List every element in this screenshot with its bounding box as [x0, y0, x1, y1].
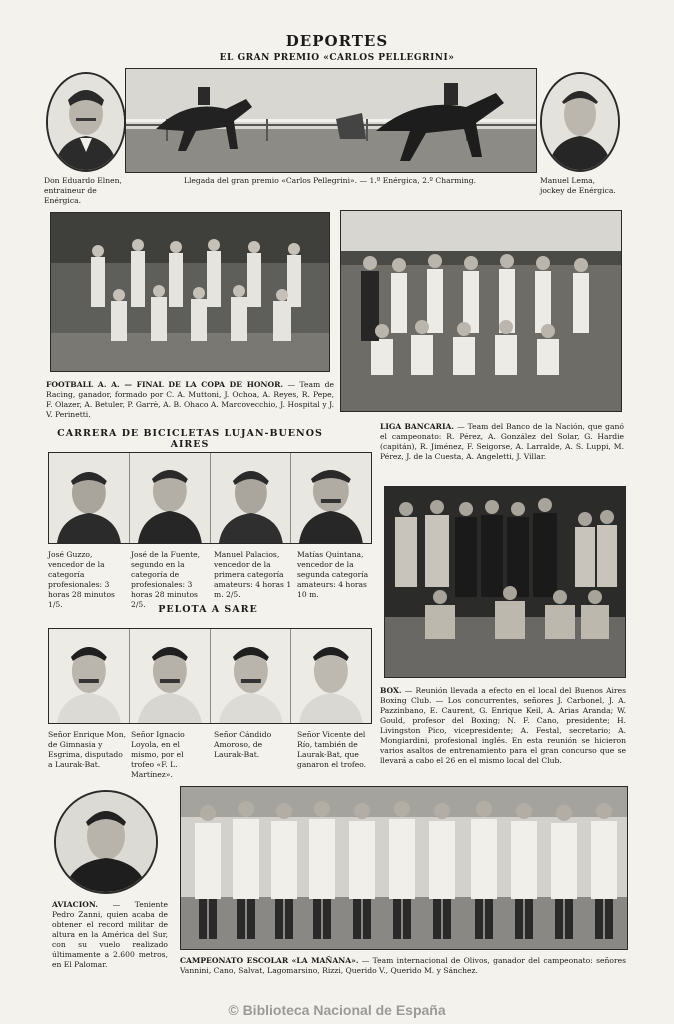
photo-strip-pelota-players — [48, 628, 372, 724]
caption-horse-race: Llegada del gran premio «Carlos Pellegrini». — 1.º Enérgica, 2.º Charming. — [183, 176, 477, 185]
photo-strip-cyclists — [48, 452, 372, 544]
caption-aviacion-text: — Teniente Pedro Zanni, quien acaba de obtener el record militar de altura en la América del Sur, con su vuelo realizado últimamente a 2.600 metros, en El Palomar. — [52, 900, 168, 969]
caption-box-heading: BOX. — [380, 686, 402, 695]
caption-escolar-text: — Team internacional de Olivos, ganador del campeonato: señores Vannini, Cano, Salvat, Lagomarsino, Rizzi, Querido V., Querido M. y Sánchez. — [180, 956, 626, 975]
caption-manuel-lema: Manuel Lema, jockey de Enérgica. — [540, 176, 616, 195]
caption-pelota-4: Señor Vicente del Río, también de Laurak-Bat, que ganaron el trofeo. — [297, 730, 367, 769]
caption-pelota-2: Señor Ignacio Loyola, en el mismo, por el trofeo «F. L. Martínez». — [131, 730, 185, 779]
portrait-pedro-zanni — [54, 790, 158, 894]
section-heading-bicicletas: CARRERA DE BICICLETAS LUJAN-BUENOS AIRES — [57, 428, 323, 450]
portrait-manuel-palacios — [211, 453, 292, 543]
section-heading-pelota: PELOTA A SARE — [158, 604, 258, 615]
caption-football-text: — Team de Racing, ganador, formado por C. A. Muttoni, J. Ochoa, A. Reyes, R. Pepe, F. Olazer, A. Betuler, P. Garrè, A. B. Ohaco A. Marcovecchio, J. Hospital y J. V. Perinetti. — [46, 380, 334, 419]
portrait-jose-de-la-fuente — [130, 453, 211, 543]
page-title: DEPORTES — [285, 32, 389, 50]
caption-liga-bancaria — [380, 422, 624, 462]
portrait-enrique-mon — [49, 629, 130, 723]
portrait-candido-amoroso — [211, 629, 292, 723]
photo-football-racing-team — [50, 212, 330, 372]
caption-pelota-1: Señor Enrique Mon, de Gimnasia y Esgrima, disputado a Laurak-Bat. — [48, 730, 127, 769]
caption-eduardo-elnen: Don Eduardo Elnen, entraineur de Enérgica. — [44, 176, 122, 205]
caption-football — [46, 380, 334, 420]
caption-box — [380, 686, 626, 766]
portrait-eduardo-elnen — [46, 72, 126, 172]
photo-olivos-school-team — [180, 786, 628, 950]
caption-liga-heading: LIGA BANCARIA. — [380, 422, 455, 431]
caption-escolar — [180, 956, 626, 976]
portrait-vicente-del-rio — [291, 629, 371, 723]
caption-aviacion — [52, 900, 168, 970]
caption-football-heading: FOOTBALL A. A. — FINAL DE LA COPA DE HONOR. — [46, 380, 284, 389]
caption-box-text: — Reunión llevada a efecto en el local del Buenos Aires Boxing Club. — Los concurrentes, señores J. Carbonel, J. A. Pazzinbano, E. Caurent, G. Enrique Keil, A. Arias Aranda; W. Gould, profesor del Boxing; N. F. Cano, presidente; H. Livingston Pico, vicepresidente; A. Festal, secretario; A. Mongiardini, profesional inglés. En esta reunión se hicieron varios asaltos de entrenamiento para el gran concurso que se llevará a cabo el 26 en el mismo local del Club. — [380, 686, 626, 765]
caption-escolar-heading: CAMPEONATO ESCOLAR «LA MAÑANA». — [180, 956, 359, 965]
photo-horse-race-finish — [125, 68, 537, 173]
caption-aviacion-heading: AVIACION. — [52, 900, 98, 909]
page-subtitle: EL GRAN PREMIO «CARLOS PELLEGRINI» — [219, 53, 455, 63]
caption-cyclist-3: Manuel Palacios, vencedor de la primera categoría amateurs: 4 horas 1 m. 2/5. — [214, 550, 292, 599]
caption-cyclist-1: José Guzzo, vencedor de la categoría profesionales: 3 horas 28 minutos 1/5. — [48, 550, 115, 609]
portrait-matias-quintana — [291, 453, 371, 543]
caption-liga-text: — Team del Banco de la Nación, que ganó el campeonato: R. Pérez, A. González del Solar, G. Hardie (capitán), R. Jiménez, F. Seigorse, A. Larralde, A. S. Luppi, M. Pérez, J. de la Cuesta, A. Angeletti, J. Villar. — [380, 422, 624, 461]
caption-cyclist-4: Matías Quintana, vencedor de la segunda categoría amateurs: 4 horas 10 m. — [297, 550, 369, 599]
caption-pelota-3: Señor Cándido Amoroso, de Laurak-Bat. — [214, 730, 272, 759]
portrait-manuel-lema — [540, 72, 620, 172]
photo-boxing-club — [384, 486, 626, 678]
footer-credit: © Biblioteca Nacional de España — [228, 1002, 446, 1018]
portrait-ignacio-loyola — [130, 629, 211, 723]
photo-liga-bancaria-team — [340, 210, 622, 412]
portrait-jose-guzzo — [49, 453, 130, 543]
caption-cyclist-2: José de la Fuente, segundo en la categoría de profesionales: 3 horas 28 minutos 2/5. — [131, 550, 201, 609]
